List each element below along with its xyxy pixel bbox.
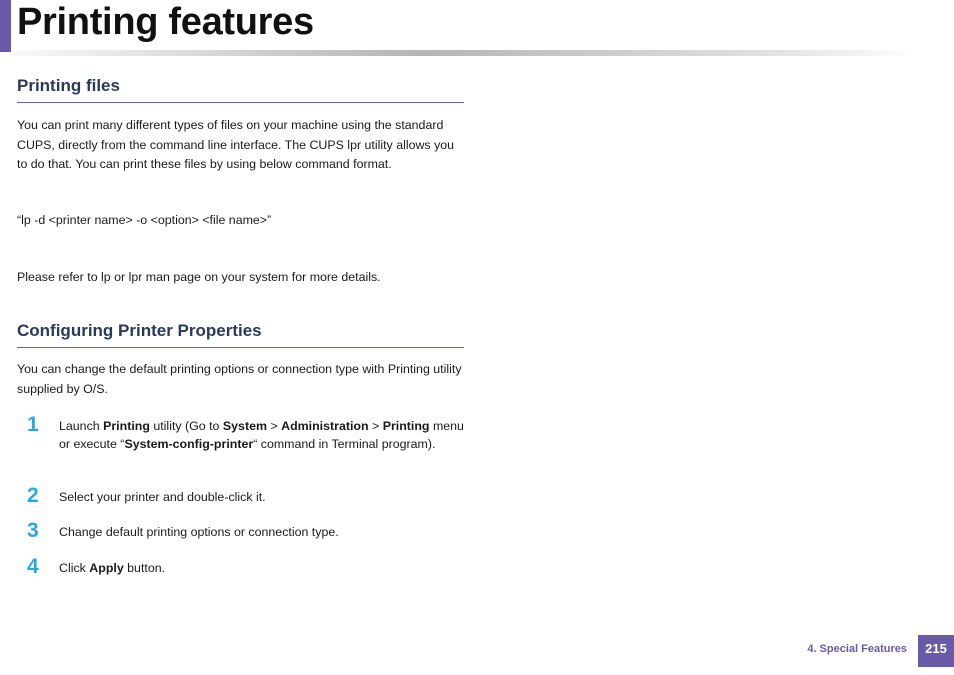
step-number: 1: [27, 413, 39, 436]
printing-files-description: You can print many different types of files on your machine using the standard CUPS, directly from the command line interface. The CUPS lpr utility allows you to do that. You can print these files by using below command format.: [17, 118, 455, 171]
page-title: Printing features: [17, 1, 314, 43]
step-text: Change default printing options or connection type.: [59, 525, 339, 539]
section-divider-configuring: [17, 347, 464, 348]
step-text: Select your printer and double-click it.: [59, 490, 266, 504]
step-text: Launch Printing utility (Go to System > Administration > Printing menu or execute “System-config-printer“ command in Terminal program).: [59, 419, 464, 451]
step-number: 2: [27, 484, 39, 507]
print-command-format: “lp -d <printer name> -o <option> <file name>”: [17, 213, 272, 227]
section-heading-printing-files: Printing files: [17, 76, 120, 95]
step-number: 3: [27, 519, 39, 542]
section-heading-configuring: Configuring Printer Properties: [17, 321, 262, 340]
footer-chapter-label: 4. Special Features: [807, 643, 907, 655]
title-divider: [11, 50, 916, 56]
configuring-intro: You can change the default printing options or connection type with Printing utility supplied by O/S.: [17, 362, 462, 396]
title-accent-bar: [0, 0, 11, 52]
step-number: 4: [27, 555, 39, 578]
man-page-note: Please refer to lp or lpr man page on your system for more details.: [17, 270, 381, 284]
page-number-badge: 215: [918, 635, 954, 667]
step-text: Click Apply button.: [59, 561, 166, 575]
section-divider-printing-files: [17, 102, 464, 103]
